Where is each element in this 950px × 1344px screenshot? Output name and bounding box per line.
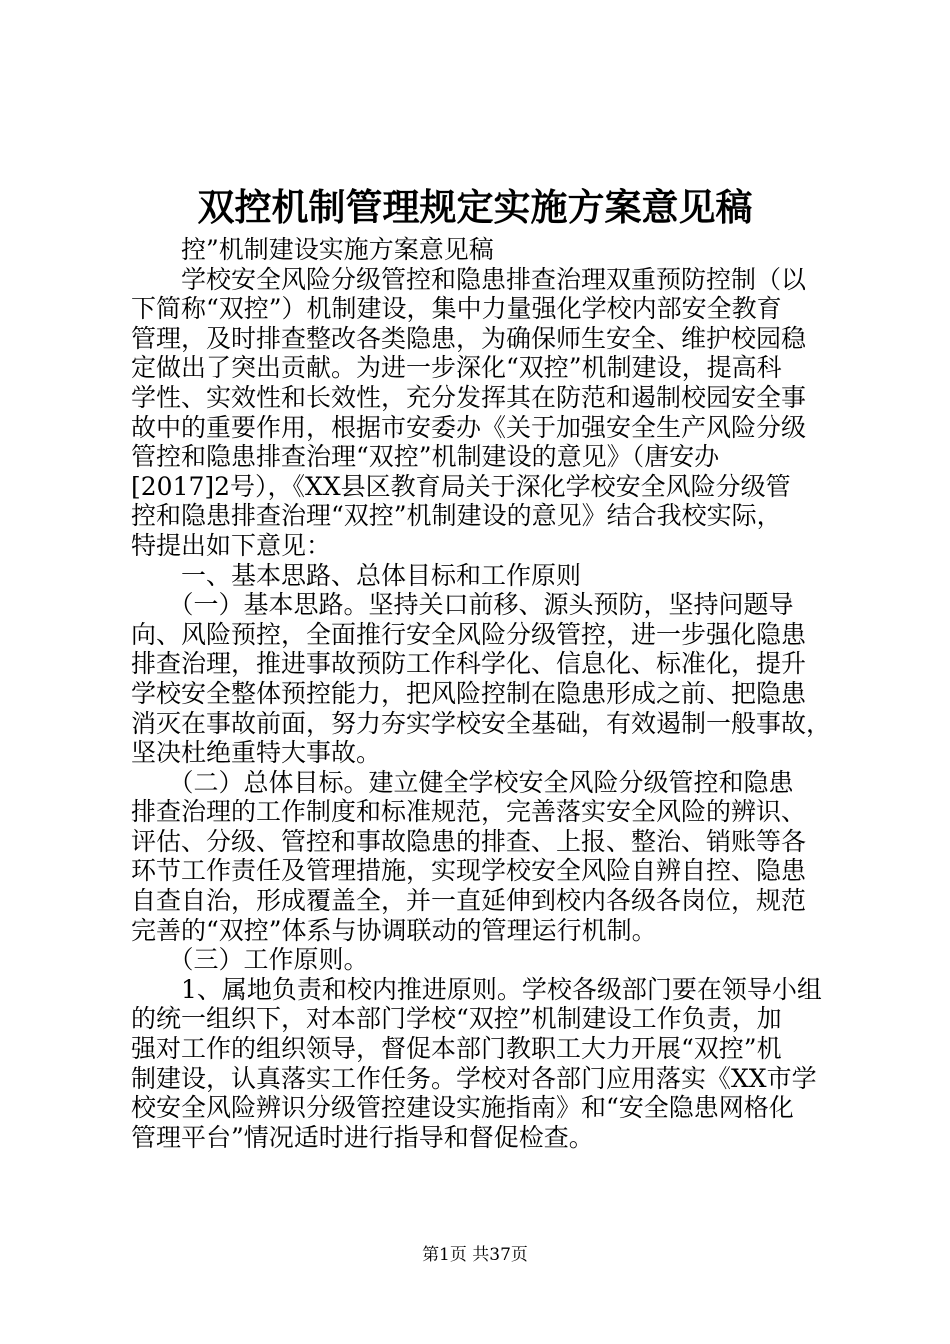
body-line: 强对工作的组织领导，督促本部门教职工大力开展“双控”机 bbox=[131, 1034, 782, 1064]
body-line: 管理平台”情况适时进行指导和督促检查。 bbox=[131, 1122, 594, 1152]
body-line: 学校安全整体预控能力，把风险控制在隐患形成之前、把隐患 bbox=[131, 678, 807, 708]
body-line: 学校安全风险分级管控和隐患排查治理双重预防控制（以 bbox=[131, 264, 807, 294]
body-line: 评估、分级、管控和事故隐患的排查、上报、整治、销账等各 bbox=[131, 826, 807, 856]
body-line: 定做出了突出贡献。为进一步深化“双控”机制建设，提高科 bbox=[131, 353, 782, 383]
body-line: （一）基本思路。坚持关口前移、源头预防，坚持问题导 bbox=[131, 590, 794, 620]
body-line: 环节工作责任及管理措施，实现学校安全风险自辨自控、隐患 bbox=[131, 856, 807, 886]
body-line: 向、风险预控，全面推行安全风险分级管控，进一步强化隐患 bbox=[131, 619, 807, 649]
body-line: 管控和隐患排查治理“双控”机制建设的意见》（唐安办 bbox=[131, 442, 720, 472]
body-line: 控和隐患排查治理“双控”机制建设的意见》结合我校实际， bbox=[131, 501, 782, 531]
body-line: 1、属地负责和校内推进原则。学校各级部门要在领导小组 bbox=[131, 974, 822, 1004]
body-line: 排查治理，推进事故预防工作科学化、信息化、标准化，提升 bbox=[131, 649, 807, 679]
body-line: 下简称“双控”）机制建设，集中力量强化学校内部安全教育 bbox=[131, 294, 782, 324]
body-line: 特提出如下意见： bbox=[131, 530, 332, 560]
body-line: 的统一组织下，对本部门学校“双控”机制建设工作负责，加 bbox=[131, 1004, 782, 1034]
body-line: 故中的重要作用，根据市安委办《关于加强安全生产风险分级 bbox=[131, 412, 807, 442]
body-line: 坚决杜绝重特大事故。 bbox=[131, 738, 382, 768]
body-line: 消灭在事故前面，努力夯实学校安全基础，有效遏制一般事故， bbox=[131, 708, 832, 738]
body-line: 完善的“双控”体系与协调联动的管理运行机制。 bbox=[131, 915, 657, 945]
page-footer: 第1页 共37页 bbox=[422, 1245, 528, 1265]
document-title: 双控机制管理规定实施方案意见稿 bbox=[197, 185, 753, 229]
body-line: 排查治理的工作制度和标准规范，完善落实安全风险的辨识、 bbox=[131, 797, 807, 827]
body-line: 管理，及时排查整改各类隐患，为确保师生安全、维护校园稳 bbox=[131, 323, 807, 353]
body-line: 自查自治，形成覆盖全，并一直延伸到校内各级各岗位，规范 bbox=[131, 886, 807, 916]
body-line: 控”机制建设实施方案意见稿 bbox=[131, 235, 494, 264]
document-body bbox=[131, 235, 831, 1152]
body-line: 校安全风险辨识分级管控建设实施指南》和“安全隐患网格化 bbox=[131, 1093, 794, 1123]
body-line: 学性、实效性和长效性，充分发挥其在防范和遏制校园安全事 bbox=[131, 382, 807, 412]
body-line: 一、基本思路、总体目标和工作原则 bbox=[131, 560, 582, 590]
body-line: [2017]2号），《XX县区教育局关于深化学校安全风险分级管 bbox=[131, 471, 791, 501]
body-line: （三）工作原则。 bbox=[131, 945, 369, 975]
body-line: （二）总体目标。建立健全学校安全风险分级管控和隐患 bbox=[131, 767, 794, 797]
body-line: 制建设，认真落实工作任务。学校对各部门应用落实《XX市学 bbox=[131, 1063, 817, 1093]
